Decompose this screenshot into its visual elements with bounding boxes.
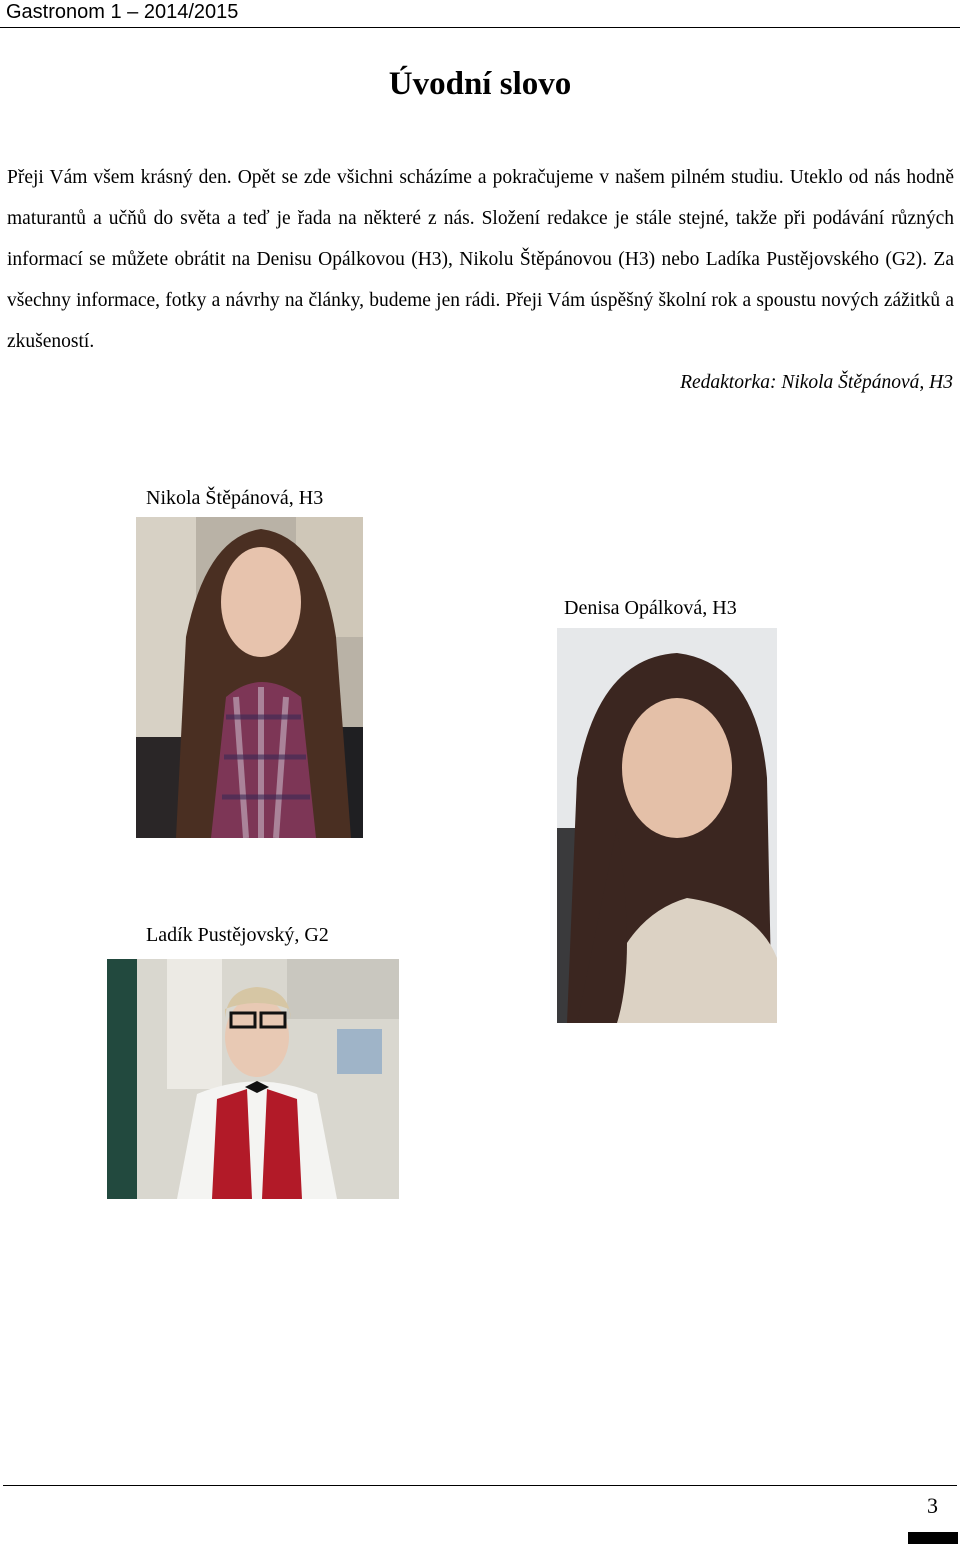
page-number: 3 bbox=[927, 1493, 938, 1518]
photo-caption-denisa: Denisa Opálková, H3 bbox=[564, 597, 737, 619]
portrait-photo-ladik bbox=[107, 959, 399, 1199]
footer-rule bbox=[3, 1485, 957, 1486]
article-body: Přeji Vám všem krásný den. Opět se zde všichni scházíme a pokračujeme v našem pilném studiu. Uteklo od nás hodně maturantů a učňů do světa a teď je řada na některé z nás. Složení redakce je stále stejné, takže při podávání různých informací se můžete obrátit na Denisu Opálkovou (H3), Nikolu Štěpánovou (H3) nebo Ladíka Pustějovského (G2). Za všechny informace, fotky a návrhy na články, budeme jen rádi. Přeji Vám úspěšný školní rok a spoustu nových zážitků a zkušeností. bbox=[7, 167, 954, 352]
article-signature: Redaktorka: Nikola Štěpánová, H3 bbox=[680, 372, 953, 393]
portrait-photo-nikola bbox=[136, 517, 363, 838]
page-title: Úvodní slovo bbox=[388, 66, 572, 102]
running-header: Gastronom 1 – 2014/2015 bbox=[6, 1, 239, 23]
portrait-photo-denisa bbox=[557, 628, 777, 1023]
footer-bar bbox=[908, 1532, 958, 1544]
header-rule bbox=[0, 27, 960, 28]
photo-caption-nikola: Nikola Štěpánová, H3 bbox=[146, 487, 324, 509]
photo-caption-ladik: Ladík Pustějovský, G2 bbox=[146, 924, 329, 946]
